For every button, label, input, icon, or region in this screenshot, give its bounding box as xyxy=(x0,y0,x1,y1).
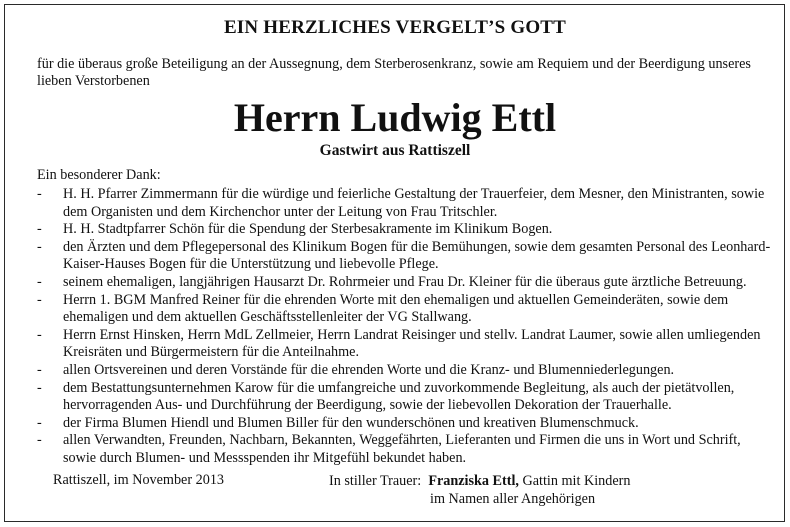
list-dash: - xyxy=(37,238,42,255)
list-item-text: dem Bestattungsunternehmen Karow für die umfangreiche und zuvorkommende Begleitung, als auch der pietätvollen, hervorragenden Aus- und Durchführung der Beerdigung, sowie der liebevollen Dekoration der Trauerhalle. xyxy=(63,379,735,414)
on-behalf-line: im Namen aller Angehörigen xyxy=(430,491,596,507)
place-date: Rattiszell, im November 2013 xyxy=(53,472,225,488)
list-dash: - xyxy=(37,414,42,431)
list-item xyxy=(37,432,777,467)
list-dash: - xyxy=(37,361,42,378)
deceased-name: Herrn Ludwig Ettl xyxy=(233,95,557,140)
list-item xyxy=(37,327,777,362)
list-item xyxy=(37,415,777,433)
mourning-label: In stiller Trauer: xyxy=(329,473,422,489)
list-item xyxy=(37,274,777,292)
list-item-text: allen Ortsvereinen und deren Vorstände für die ehrenden Worte und die Kranz- und Blumenniederlegungen. xyxy=(63,361,675,378)
list-item-text: der Firma Blumen Hiendl und Blumen Biller für den wunderschönen und kreativen Blumenschmuck. xyxy=(63,414,639,431)
list-item xyxy=(37,186,777,221)
list-item-text: H. H. Pfarrer Zimmermann für die würdige und feierliche Gestaltung der Trauerfeier, dem Mesner, den Ministranten, sowie dem Organisten und dem Kirchenchor unter der Leitung von Frau Tritschler. xyxy=(63,186,765,220)
list-dash: - xyxy=(37,432,42,449)
mourning-signature xyxy=(329,472,630,508)
signature-line-1 xyxy=(329,472,630,490)
list-item-text: Herrn Ernst Hinsken, Herrn MdL Zellmeier, Herrn Landrat Reisinger und stellv. Landrat Laumer, sowie allen umliegenden Kreisräten und Bürgermeistern für die Anteilnahme. xyxy=(63,326,761,361)
deceased-occupation: Gastwirt aus Rattiszell xyxy=(319,142,471,159)
notice-heading: EIN HERZLICHES VERGELT’S GOTT xyxy=(223,17,567,38)
list-item xyxy=(37,239,777,274)
thanks-list xyxy=(37,186,777,468)
list-item-text: den Ärzten und dem Pflegepersonal des Klinikum Bogen für die Bemühungen, sowie dem gesamten Personal des Leonhard-Kaiser-Hauses Bogen für die Unterstützung und liebevolle Pflege. xyxy=(63,238,771,273)
thanks-label: Ein besonderer Dank: xyxy=(37,167,161,183)
list-dash: - xyxy=(37,291,42,308)
list-dash: - xyxy=(37,221,42,238)
signer-relation: Gattin mit Kindern xyxy=(518,473,631,489)
list-dash: - xyxy=(37,273,42,290)
signer-name: Franziska Ettl, xyxy=(428,473,519,489)
list-item-text: Herrn 1. BGM Manfred Reiner für die ehrenden Worte mit den ehemaligen und aktuellen Gemeinderäten, sowie dem ehemaligen und dem aktuellen Geschäftsstellenleiter der VG Stallwang. xyxy=(63,291,729,326)
list-dash: - xyxy=(37,326,42,343)
list-item-text: allen Verwandten, Freunden, Nachbarn, Bekannten, Weggefährten, Lieferanten und Firmen die uns in Wort und Schrift, sowie durch Blumen- und Messspenden ihr Mitgefühl bekundet haben. xyxy=(63,432,741,466)
list-item-text: H. H. Stadtpfarrer Schön für die Spendung der Sterbesakramente im Klinikum Bogen. xyxy=(63,221,553,238)
list-item-text: seinem ehemaligen, langjährigen Hausarzt Dr. Rohrmeier und Frau Dr. Kleiner für die überaus gute ärztliche Betreuung. xyxy=(63,273,747,290)
list-item xyxy=(37,362,777,380)
list-item xyxy=(37,380,777,415)
list-item xyxy=(37,292,777,327)
intro-text: für die überaus große Beteiligung an der Aussegnung, dem Sterberosenkranz, sowie am Requiem und der Beerdigung unseres lieben Verstorbenen xyxy=(37,56,751,89)
list-dash: - xyxy=(37,379,42,396)
list-item xyxy=(37,221,777,239)
list-dash: - xyxy=(37,186,42,202)
